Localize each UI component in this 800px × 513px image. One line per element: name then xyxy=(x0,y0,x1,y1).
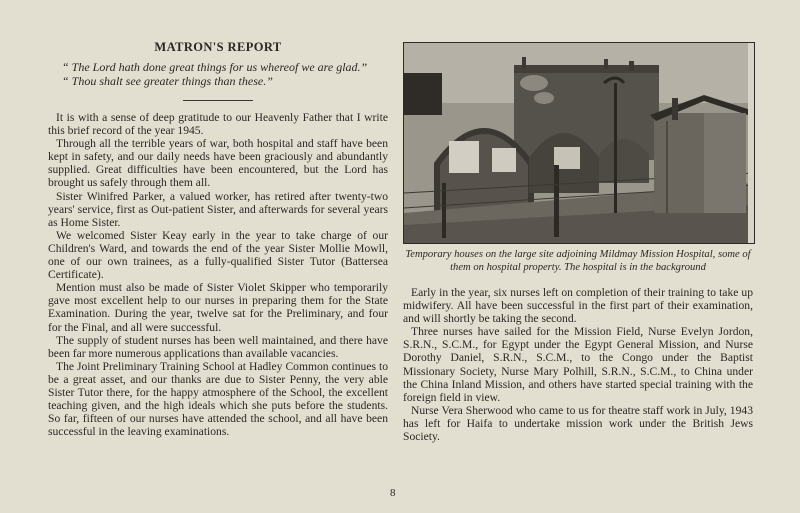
epigraph-quote-1: “ The Lord hath done great things for us whereof we are glad.” xyxy=(62,60,368,74)
paragraph: We welcomed Sister Keay early in the year to take charge of our Children's Ward, and towards the end of the year Sister Mollie Mowll, one of our own trainees, as a fully-qualified Sister Tutor (Battersea Certificate). xyxy=(48,228,388,282)
paragraph: The Joint Preliminary Training School at Hadley Common continues to be a great asset, and our thanks are due to Sister Penny, the very able Sister Tutor there, for the happy atmosphere of the School, the excellent teaching given, and the high ideals which she puts before the students. So far, fifteen of our nurses have attended the school, and all have been successful in the leaving examinations. xyxy=(48,359,388,439)
paragraph: Nurse Vera Sherwood who came to us for theatre staff work in July, 1943 has left for Haifa to undertake mission work under the British Jews Society. xyxy=(403,403,753,444)
paragraph: Three nurses have sailed for the Mission Field, Nurse Evelyn Jordon, S.R.N., S.C.M., for Egypt under the Egypt General Mission, and Nurse Dorothy Daniel, S.R.N., S.C.M., to the Congo under the Baptist Missionary Society, Nurse Mary Polhill, S.R.N., S.C.M., to China under the China Inland Mission, and others have started special training with the foreign field in view. xyxy=(403,325,753,404)
paragraph: Sister Winifred Parker, a valued worker, has retired after twenty-two years' service, first as Out-patient Sister, and afterwards for several years as Home Sister. xyxy=(48,189,388,229)
paragraph: Through all the terrible years of war, both hospital and staff have been kept in safety, and our daily needs have been graciously and abundantly supplied. Great difficulties have been encountered, but the Lord has brought us safely through them all. xyxy=(48,137,388,190)
divider-rule xyxy=(183,100,253,101)
report-title: MATRON'S REPORT xyxy=(154,40,282,54)
photo-illustration xyxy=(404,43,754,243)
paragraph: It is with a sense of deep gratitude to our Heavenly Father that I write this brief record of the year 1945. xyxy=(48,111,388,138)
photograph-temporary-houses xyxy=(403,42,755,244)
right-column xyxy=(403,42,753,443)
paragraph: Early in the year, six nurses left on completion of their training to take up midwifery. All have been successful in the first part of their examination, and will shortly be taking the second. xyxy=(403,286,753,326)
epigraph-quote-2: “ Thou shalt see greater things than these.” xyxy=(62,74,273,88)
paragraph: Mention must also be made of Sister Violet Skipper who temporarily gave most excellent help to our nurses in preparing them for the State Examination. During the year, twelve sat for the Preliminary, and four for the Final, and all were successful. xyxy=(48,281,388,334)
left-column xyxy=(48,40,388,438)
page-number: 8 xyxy=(390,487,396,499)
photo-caption: Temporary houses on the large site adjoining Mildmay Mission Hospital, some of them on hospital property. The hospital is in the background xyxy=(405,249,751,273)
paragraph: The supply of student nurses has been well maintained, and there have been far more numerous applications than available vacancies. xyxy=(48,333,388,360)
